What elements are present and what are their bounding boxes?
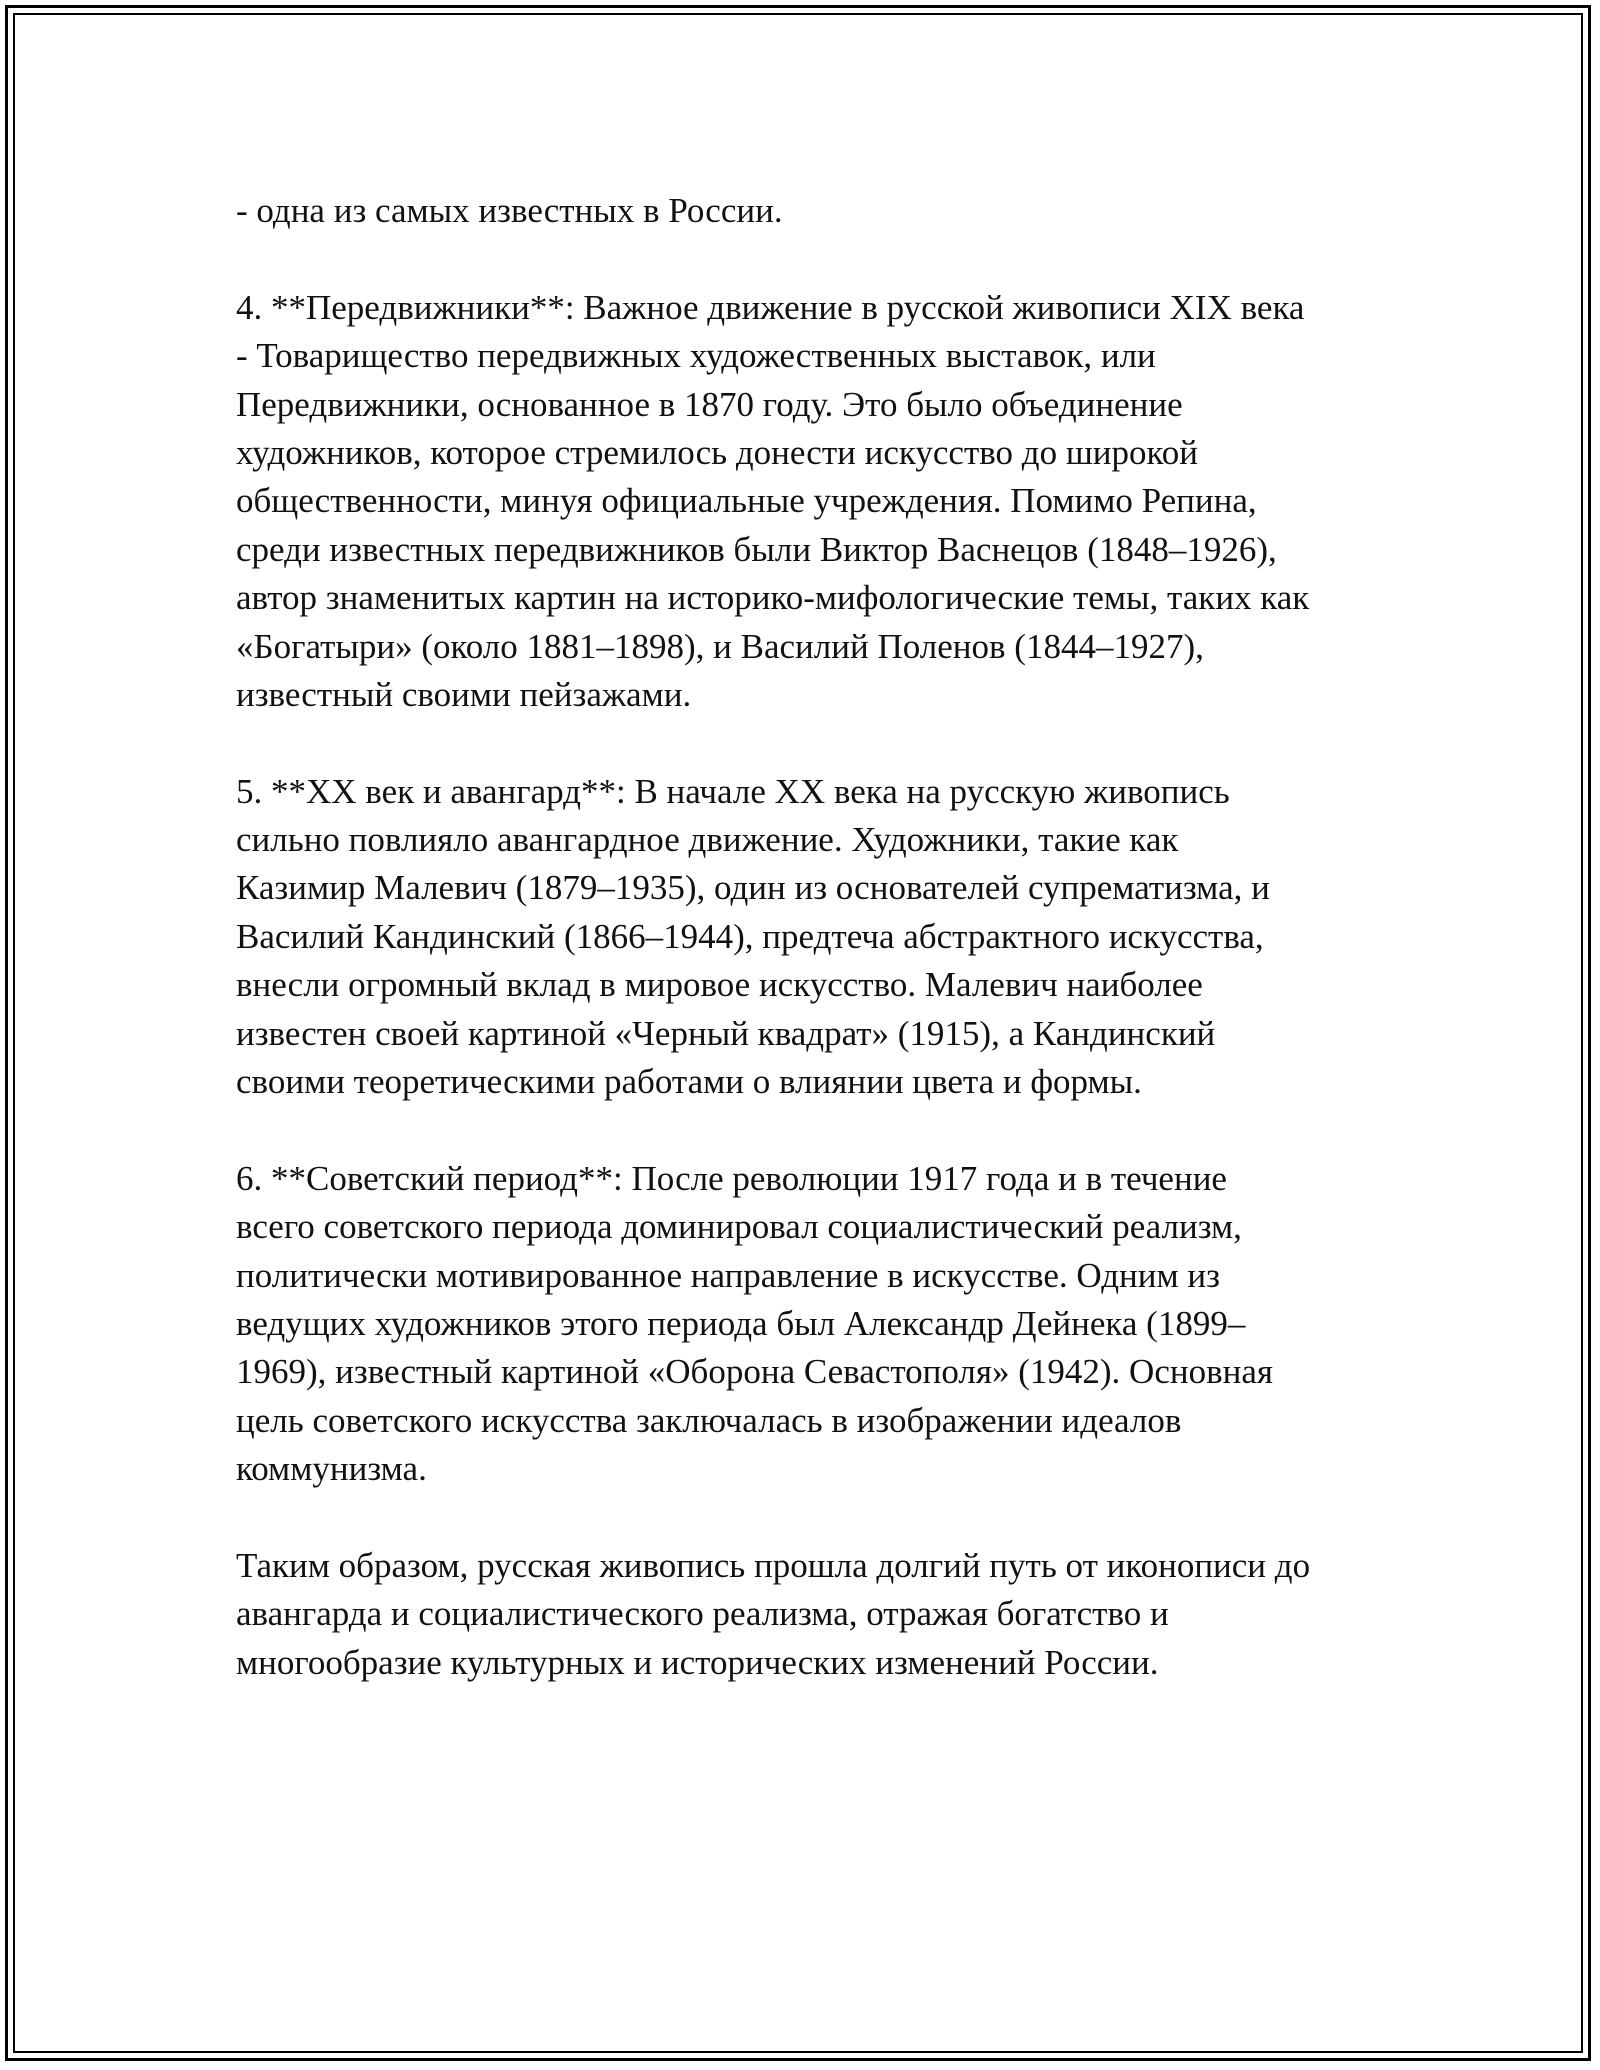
text-line: авангарда и социалистического реализма, отражая богатство и xyxy=(236,1594,1169,1634)
text-line: коммунизма. xyxy=(236,1449,427,1489)
paragraph-section-5 xyxy=(236,768,1406,1107)
paragraph-conclusion xyxy=(236,1542,1406,1687)
text-line: среди известных передвижников были Виктор Васнецов (1848–1926), xyxy=(236,529,1277,569)
paragraph-gap xyxy=(236,235,1406,283)
text-line: художников, которое стремилось донести искусство до широкой xyxy=(236,432,1198,472)
text-line: Василий Кандинский (1866–1944), предтеча абстрактного искусства, xyxy=(236,916,1264,956)
paragraph-gap xyxy=(236,719,1406,767)
text-line: цель советского искусства заключалась в изображении идеалов xyxy=(236,1400,1182,1440)
paragraph-gap xyxy=(236,1494,1406,1542)
text-line: Казимир Малевич (1879–1935), один из основателей супрематизма, и xyxy=(236,868,1270,908)
text-line: ведущих художников этого периода был Александр Дейнека (1899– xyxy=(236,1303,1246,1343)
document-body xyxy=(236,187,1406,1687)
text-line: автор знаменитых картин на историко-мифологические темы, таких как xyxy=(236,578,1310,618)
text-line: известный своими пейзажами. xyxy=(236,674,692,714)
text-line: всего советского периода доминировал социалистический реализм, xyxy=(236,1207,1242,1247)
text-line: известен своей картиной «Черный квадрат» (1915), а Кандинский xyxy=(236,1013,1216,1053)
text-line: сильно повлияло авангардное движение. Художники, такие как xyxy=(236,820,1179,860)
text-line: внесли огромный вклад в мировое искусство. Малевич наиболее xyxy=(236,965,1203,1005)
text-line: - одна из самых известных в России. xyxy=(236,191,783,230)
text-line: - Товарищество передвижных художественных выставок, или xyxy=(236,336,1156,376)
text-line: «Богатыри» (около 1881–1898), и Василий Поленов (1844–1927), xyxy=(236,626,1204,666)
text-line: своими теоретическими работами о влиянии цвета и формы. xyxy=(236,1062,1142,1102)
paragraph-gap xyxy=(236,1106,1406,1154)
paragraph-intro-tail xyxy=(236,187,1406,235)
text-line: политически мотивированное направление в искусстве. Одним из xyxy=(236,1255,1220,1295)
paragraph-section-4 xyxy=(236,284,1406,720)
text-line: 5. **XX век и авангард**: В начале XX века на русскую живопись xyxy=(236,771,1230,811)
text-line: Передвижники, основанное в 1870 году. Это было объединение xyxy=(236,384,1183,424)
text-line: многообразие культурных и исторических изменений России. xyxy=(236,1642,1159,1682)
text-line: 1969), известный картиной «Оборона Севастополя» (1942). Основная xyxy=(236,1352,1273,1392)
text-line: 6. **Советский период**: После революции 1917 года и в течение xyxy=(236,1158,1227,1198)
text-line: 4. **Передвижники**: Важное движение в русской живописи XIX века xyxy=(236,287,1305,327)
text-line: Таким образом, русская живопись прошла долгий путь от иконописи до xyxy=(236,1545,1311,1585)
text-line: общественности, минуя официальные учреждения. Помимо Репина, xyxy=(236,481,1257,521)
paragraph-section-6 xyxy=(236,1155,1406,1494)
